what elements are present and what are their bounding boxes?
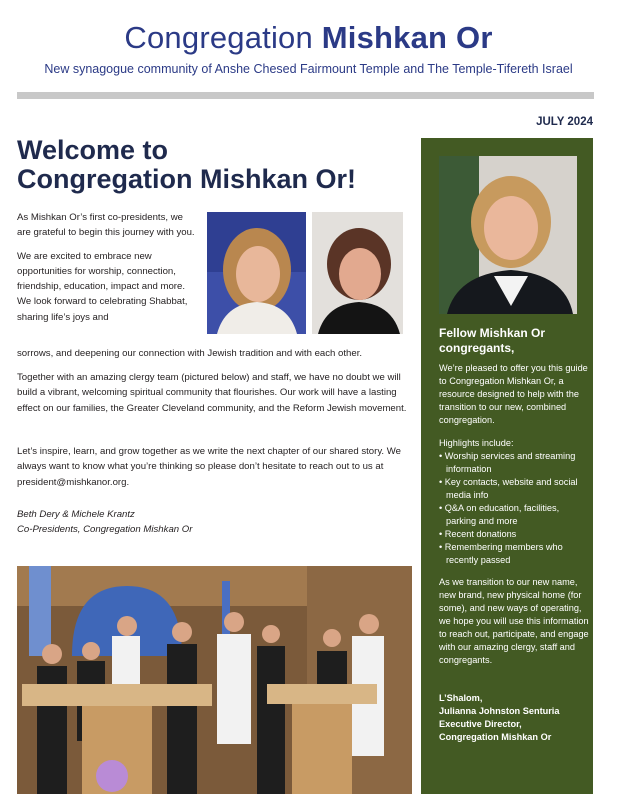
article-paragraph-4: Let’s inspire, learn, and grow together as we write the next chapter of our shared story. We always want to know what you’re thinking so please don’t hesitate to reach out to us at president@mishkanor.org. bbox=[17, 446, 401, 488]
sidebar-closing: As we transition to our new name, new brand, new physical home (for some), and new ways of operating, we hope you will use this information to reach out, participate, and engage with our amazing clergy, staff and congregants. bbox=[439, 577, 589, 665]
title-regular: Congregation bbox=[124, 20, 322, 55]
highlights-list bbox=[439, 450, 589, 567]
article-intro bbox=[17, 210, 195, 333]
headline-line-1: Welcome to bbox=[17, 135, 169, 165]
sign-name: Julianna Johnston Senturia bbox=[439, 706, 560, 716]
newsletter-subtitle: New synagogue community of Anshe Chesed Fairmount Temple and The Temple-Tifereth Israel bbox=[44, 62, 573, 76]
article-signature bbox=[17, 507, 412, 538]
executive-director-photo bbox=[439, 156, 577, 314]
clergy-team-photo bbox=[17, 566, 412, 794]
signature-title: Co-Presidents, Congregation Mishkan Or bbox=[17, 524, 193, 536]
highlights-label: Highlights include: bbox=[439, 438, 514, 448]
list-item: • Q&A on education, facilities, parking and more bbox=[439, 503, 560, 526]
article-headline bbox=[17, 136, 417, 194]
sidebar-heading: Fellow Mishkan Or congregants, bbox=[439, 326, 546, 355]
article-paragraph-3: Together with an amazing clergy team (pictured below) and staff, we have no doubt we will build a vibrant, welcoming spiritual community that flourishes. Our work will have a lasting effect on our families, the Greater Cleveland community, and the Reform Jewish movement. bbox=[17, 372, 407, 414]
issue-date: JULY 2024 bbox=[536, 116, 593, 128]
list-item: • Key contacts, website and social media info bbox=[439, 477, 578, 500]
sign-greeting: L’Shalom, bbox=[439, 693, 483, 703]
sidebar-intro: We’re pleased to offer you this guide to Congregation Mishkan Or, a resource designed to help with the transition to our new, combined congregation. bbox=[439, 363, 588, 425]
article-paragraph-2a: We are excited to embrace new opportunities for worship, connection, friendship, education, impact and more. We look forward to celebrating Shabbat, sharing life’s joys and bbox=[17, 250, 188, 323]
newsletter-title bbox=[0, 20, 617, 56]
article-paragraph-1: As Mishkan Or’s first co-presidents, we are grateful to begin this journey with you. bbox=[17, 212, 195, 239]
director-letter-sidebar bbox=[421, 138, 593, 794]
sign-title-2: Congregation Mishkan Or bbox=[439, 732, 552, 742]
header-divider bbox=[17, 92, 594, 99]
headline-line-2: Congregation Mishkan Or! bbox=[17, 164, 357, 194]
title-bold: Mishkan Or bbox=[321, 20, 493, 55]
co-president-photo-1 bbox=[207, 212, 306, 334]
sign-title-1: Executive Director, bbox=[439, 719, 522, 729]
list-item: • Recent donations bbox=[439, 529, 517, 539]
list-item: • Remembering members who recently passed bbox=[439, 542, 563, 565]
list-item: • Worship services and streaming information bbox=[439, 451, 576, 474]
article-paragraph-2b: sorrows, and deepening our connection with Jewish tradition and with each other. bbox=[17, 348, 363, 359]
sidebar-signature bbox=[439, 692, 589, 744]
co-president-photo-2 bbox=[312, 212, 403, 334]
signature-names: Beth Dery & Michele Krantz bbox=[17, 509, 135, 520]
